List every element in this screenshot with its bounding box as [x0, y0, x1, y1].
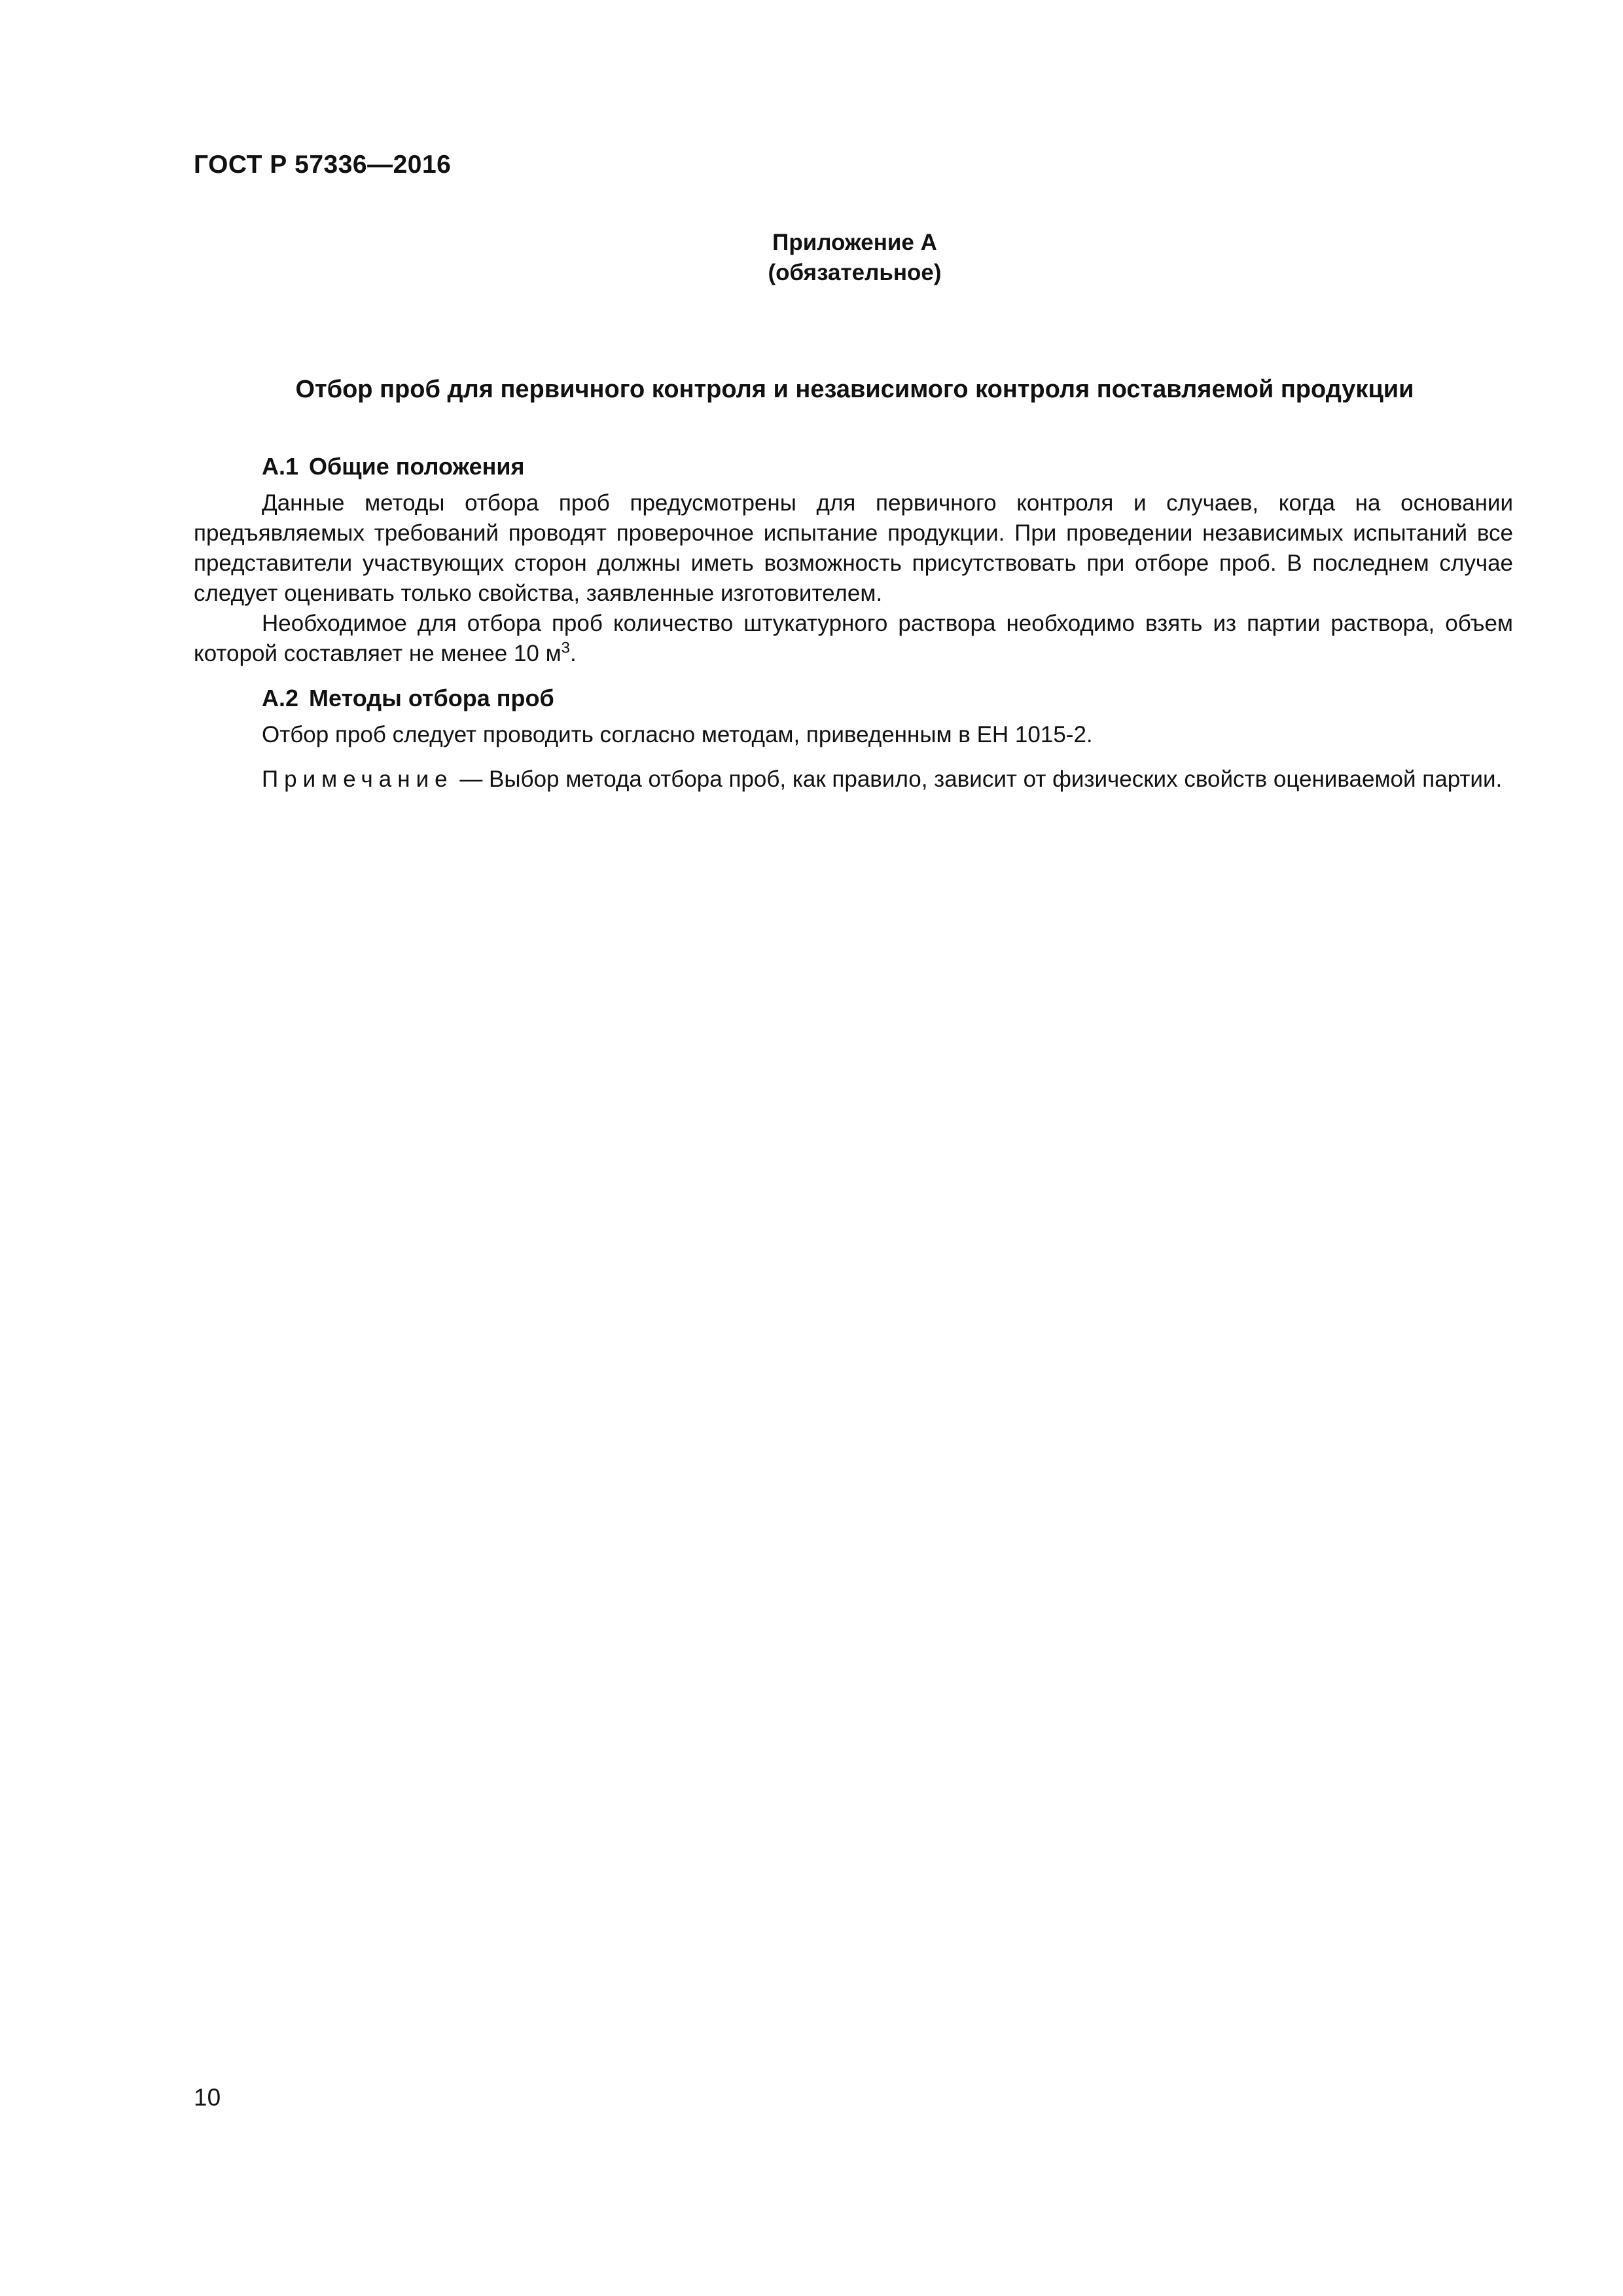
document-body	[194, 452, 1513, 795]
section-title: Общие положения	[309, 453, 525, 480]
main-title: Отбор проб для первичного контроля и независимого контроля поставляемой продукции	[295, 376, 1414, 403]
note-label: Примечание	[262, 766, 454, 792]
document-code: ГОСТ Р 57336—2016	[194, 151, 452, 179]
note-text: — Выбор метода отбора проб, как правило, зависит от физических свойств оцениваемой партии.	[453, 766, 1503, 792]
paragraph: Данные методы отбора проб предусмотрены для первичного контроля и случаев, когда на основании предъявляемых требований проводят проверочное испытание продукции. При проведении независимых испытаний все представители участвующих сторон должны иметь возможность присутствовать при отборе проб. В последнем случае следует оценивать только свойства, заявленные изготовителем.	[194, 490, 1513, 606]
section-heading-a1	[194, 452, 1513, 482]
note-paragraph	[194, 764, 1513, 795]
paragraph: Отбор проб следует проводить согласно методам, приведенным в ЕН 1015-2.	[262, 722, 1093, 747]
paragraph-volume	[194, 609, 1513, 669]
superscript: 3	[561, 639, 570, 657]
appendix-heading	[194, 228, 1516, 288]
appendix-status: (обязательное)	[768, 260, 942, 285]
paragraph-end: .	[570, 641, 577, 666]
appendix-title: Приложение А	[772, 230, 937, 255]
page-number: 10	[194, 2084, 221, 2111]
section-heading-a2	[194, 683, 1513, 713]
section-number: А.2	[262, 685, 299, 711]
paragraph-text: Необходимое для отбора проб количество штукатурного раствора необходимо взять из партии раствора, объем которой составляет не менее 10 м	[194, 611, 1513, 666]
section-number: А.1	[262, 453, 299, 480]
section-title: Методы отбора проб	[309, 685, 554, 711]
